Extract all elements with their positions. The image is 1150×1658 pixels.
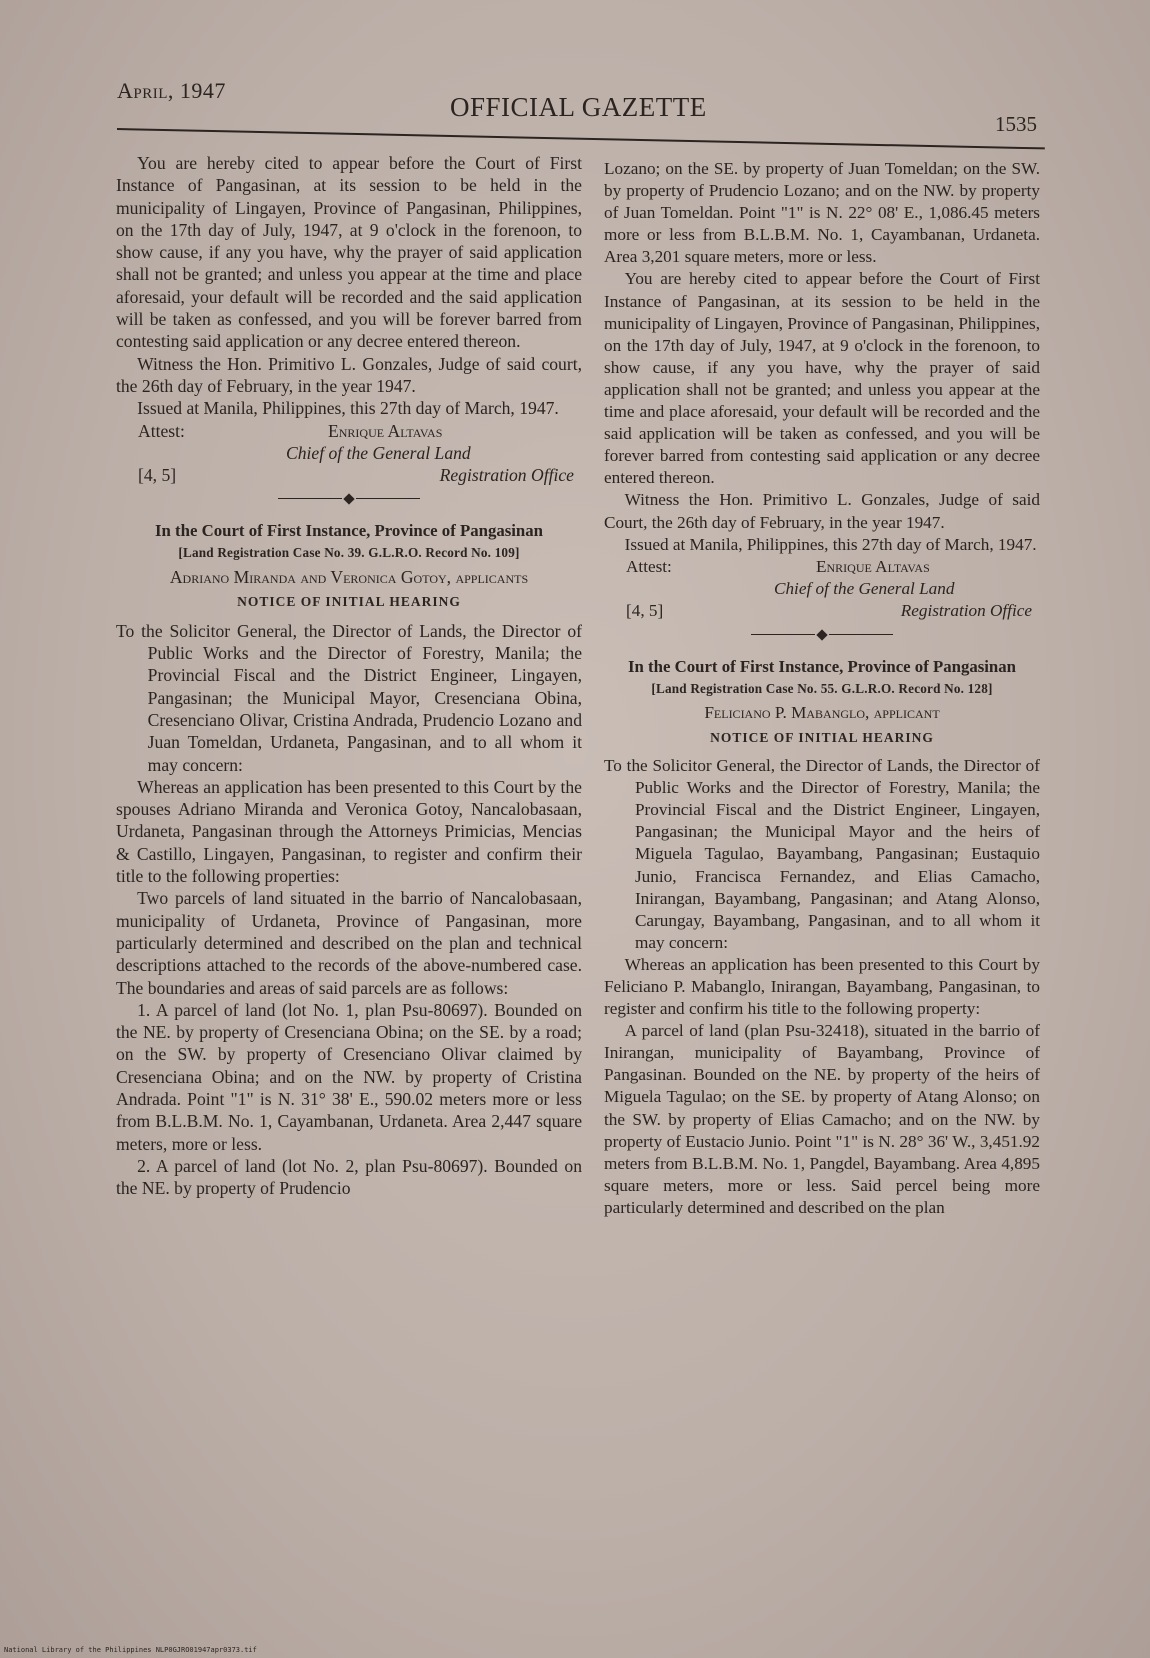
right-issued-paragraph: Issued at Manila, Philippines, this 27th day of March, 1947. (624, 534, 1037, 554)
left-notice-title: NOTICE OF INITIAL HEARING (237, 594, 461, 610)
header-rule (117, 128, 1045, 149)
right-column (604, 158, 1040, 1219)
right-case-parties: Feliciano P. Mabanglo, applicant (704, 702, 940, 722)
left-case-court: In the Court of First Instance, Province of Pangasinan (155, 520, 543, 540)
right-lot-2-continuation: Lozano; on the SE. by property of Juan Tomeldan; on the SW. by property of Prudencio Lozano; and on the NW. by property of Juan Tomeldan. Point "1" is N. 22° 08' E., 1,086.45 meters more or less from B.L.B.M. No. 1, Cayambanan, Urdaneta. Area 3,201 square meters, more or less. (604, 159, 1040, 267)
left-case-number: [Land Registration Case No. 39. G.L.R.O. Record No. 109] (178, 544, 520, 560)
right-case-court: In the Court of First Instance, Province of Pangasinan (628, 656, 1016, 676)
scan-footer: National Library of the Philippines NLP0GJRO01947apr0373.tif (4, 1646, 257, 1654)
left-citation-paragraph: You are hereby cited to appear before the Court of First Instance of Pangasinan, at its session to be held in the municipality of Lingayen, Province of Pangasinan, Philippines, on the 17th day of July, 1947, at 9 o'clock in the forenoon, to show cause, if any you have, why the prayer of said application shall not be granted; and unless you appear at the time and place aforesaid, your default will be recorded and the said application will be taken as confessed, and you will be forever barred from contesting said application or any decree entered thereon. (116, 153, 582, 352)
left-attest-name: Enrique Altavas (328, 420, 443, 441)
right-attest-block (604, 556, 1040, 622)
right-attest-title-1: Chief of the General Land (774, 578, 955, 598)
left-case-parties: Adriano Miranda and Veronica Gotoy, applicants (169, 567, 529, 588)
right-attest-name: Enrique Altavas (816, 556, 930, 576)
header-date: April, 1947 (117, 78, 226, 103)
left-lot-1-paragraph: 1. A parcel of land (lot No. 1, plan Psu-80697). Bounded on the NE. by property of Cresenciana Obina; on the SE. by a road; on the SW. by property of Cresenciano Olivar claimed by Cresenciana Obina; and on the NW. by property of Cristina Andrada. Point "1" is N. 31° 38' E., 590.02 meters more or less from B.L.B.M. No. 1, Cayambanan, Urdaneta. Area 2,447 square meters, more or less. (116, 999, 582, 1154)
page-number: 1535 (995, 112, 1037, 136)
header-title: OFFICIAL GAZETTE (450, 92, 707, 122)
left-addressees: To the Solicitor General, the Director of Lands, the Director of Public Works and the Director of Forestry, Manila; the Provincial Fiscal and the District Engineer, Lingayen, Pangasinan; the Municipal Mayor, Cresenciana Obina, Cresenciano Olivar, Cristina Andrada, Prudencio Lozano and Juan Tomeldan, Urdaneta, Pangasinan, and to all whom it may concern: (116, 620, 582, 775)
left-column (116, 152, 582, 1199)
left-attest-code: [4, 5] (138, 464, 177, 485)
right-citation-paragraph: You are hereby cited to appear before the Court of First Instance of Pangasinan, at its session to be held in the municipality of Lingayen, Province of Pangasinan, Philippines, on the 17th day of July, 1947, at 9 o'clock in the forenoon, to show cause, if any you have, why the prayer of said application shall not be granted; and unless you appear at the time and place aforesaid, your default will be recorded and the said application will be taken as confessed, and you will be forever barred from contesting said application or any decree entered thereon. (604, 269, 1040, 488)
right-witness-paragraph: Witness the Hon. Primitivo L. Gonzales, Judge of said Court, the 26th day of February, in the year 1947. (604, 490, 1040, 532)
right-section-divider (604, 622, 1040, 648)
right-attest-title-2: Registration Office (900, 600, 1032, 620)
right-whereas-paragraph: Whereas an application has been presented to this Court by Feliciano P. Mabanglo, Inirangan, Bayambang, Pangasinan, to register and confirm his title to the following property: (604, 954, 1040, 1019)
left-issued-paragraph: Issued at Manila, Philippines, this 27th day of March, 1947. (137, 398, 559, 419)
left-lot-2-paragraph: 2. A parcel of land (lot No. 2, plan Psu-80697). Bounded on the NE. by property of Prudencio (116, 1155, 582, 1199)
left-witness-paragraph: Witness the Hon. Primitivo L. Gonzales, Judge of said court, the 26th day of February, in the year 1947. (116, 353, 582, 396)
right-parcel-paragraph: A parcel of land (plan Psu-32418), situated in the barrio of Inirangan, municipality of Bayambang, Province of Pangasinan. Bounded on the NE. by property of the heirs of Miguela Tagulao; on the SE. by property of Atang Alonso; on the SW. by property of Elias Camacho; and on the NW. by property of Eustacio Junio. Point "1" is N. 28° 36' W., 3,451.92 meters from B.L.B.M. No. 1, Pangdel, Bayambang. Area 4,895 square meters, more or less. Said percel being more particularly determined and described on the plan (604, 1021, 1040, 1217)
left-whereas-paragraph: Whereas an application has been presented to this Court by the spouses Adriano Miranda and Veronica Gotoy, Nancalobasaan, Urdaneta, Pangasinan through the Attorneys Primicias, Mencias & Castillo, Lingayen, Pangasinan, to register and confirm their title to the following properties: (116, 776, 582, 887)
right-attest-label: Attest: (626, 556, 672, 576)
left-attest-label: Attest: (138, 420, 185, 441)
right-addressees: To the Solicitor General, the Director of Lands, the Director of Public Works and the Director of Forestry, Manila; the Provincial Fiscal and the District Engineer, Lingayen, Pangasinan; the Municipal Mayor and the heirs of Miguela Tagulao, Bayambang, Pangasinan; Eustaquio Junio, Francisca Fernandez, and Elias Camacho, Inirangan, Bayambang, Pangasinan; and Atang Alonso, Carungay, Bayambang, Pangasinan, and to all whom it may concern: (604, 756, 1040, 952)
left-attest-title-1: Chief of the General Land (286, 442, 471, 463)
left-attest-title-2: Registration Office (439, 464, 574, 485)
right-attest-code: [4, 5] (626, 600, 664, 620)
left-section-divider (116, 486, 582, 512)
left-attest-block (116, 420, 582, 486)
right-notice-title: NOTICE OF INITIAL HEARING (710, 729, 934, 745)
right-case-number: [Land Registration Case No. 55. G.L.R.O. Record No. 128] (651, 680, 993, 696)
left-parcels-paragraph: Two parcels of land situated in the barrio of Nancalobasaan, municipality of Urdaneta, Province of Pangasinan, more particularly determined and described on the plan and technical descriptions attached to the records of the above-numbered case. The boundaries and areas of said parcels are as follows: (116, 888, 582, 998)
